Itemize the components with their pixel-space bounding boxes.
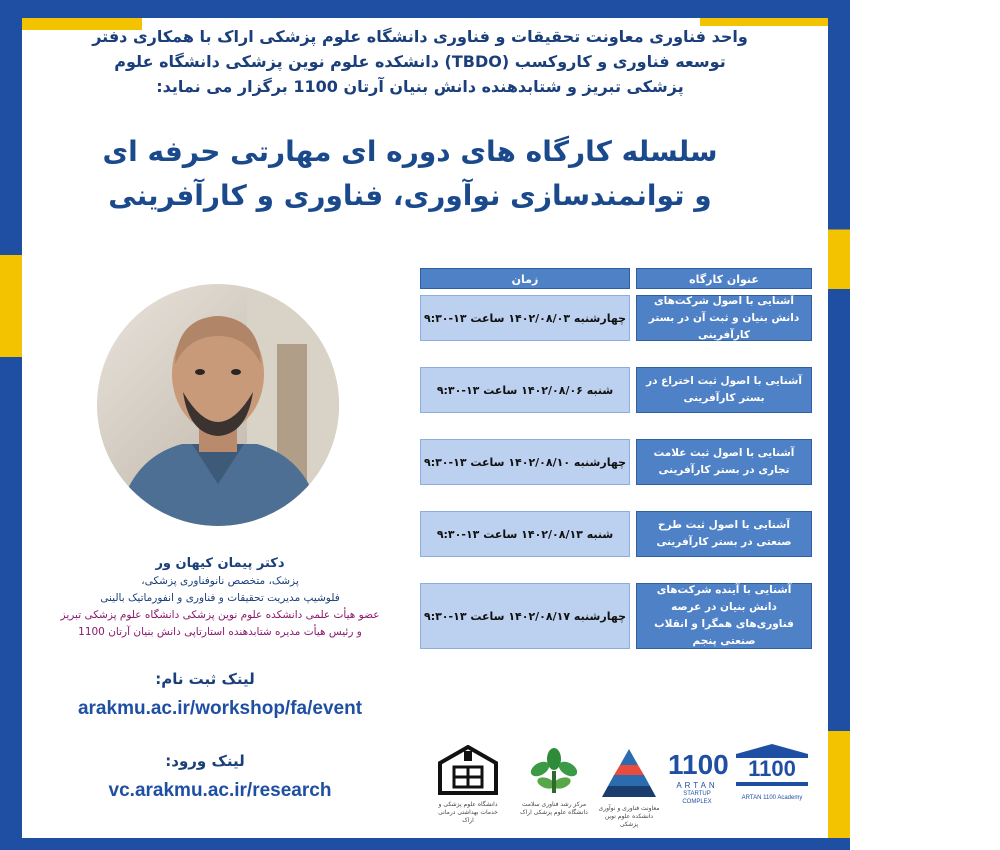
artan-mark: 1100: [668, 749, 729, 780]
academy-mark: 1100: [748, 756, 796, 781]
workshop-title: آشنایی با اصول ثبت طرح صنعتی در بستر کارآفرینی: [636, 511, 812, 557]
artan-sub-1: ARTAN: [676, 781, 718, 790]
workshop-time: چهارشنبه ۱۴۰۲/۰۸/۱۷ ساعت ۱۳-۹:۳۰: [420, 583, 630, 649]
table-row: [420, 511, 812, 557]
workshop-table: [420, 268, 812, 675]
speaker-photo: [97, 284, 339, 526]
research-center-logo: [520, 745, 588, 817]
workshop-title: آشنایی با اصول ثبت علامت تجاری در بستر کارآفرینی: [636, 439, 812, 485]
header-time: زمان: [420, 268, 630, 289]
header-title: عنوان کارگاه: [636, 268, 812, 289]
login-link[interactable]: vc.arakmu.ac.ir/research: [108, 780, 332, 801]
university-emblem-icon: [436, 745, 500, 797]
workshop-time: شنبه ۱۴۰۲/۰۸/۰۶ ساعت ۱۳-۹:۳۰: [420, 367, 630, 413]
frame-right-bar: [828, 0, 850, 850]
speaker-info: [40, 555, 400, 641]
tbdo-caption: معاونت فناوری و نوآوری دانشکده علوم نوین پزشکی: [598, 805, 660, 828]
login-label: لینک ورود:: [165, 752, 245, 770]
leaf-emblem-icon: [520, 745, 588, 797]
workshop-title: آشنایی با اصول ثبت اختراع در بستر کارآفرینی: [636, 367, 812, 413]
intro-line-2: توسعه فناوری و کاروکسب (TBDO) دانشکده علوم نوین پزشکی دانشگاه علوم: [114, 52, 726, 71]
speaker-line-4: و رئیس هیأت مدیره شتابدهنده استارتاپی دانش بنیان آرتان 1100: [78, 626, 362, 638]
university-logo-caption: دانشگاه علوم پزشکی و خدمات بهداشتی درمانی اراک: [438, 801, 498, 824]
speaker-line-1: پزشک، متخصص نانوفناوری پزشکی،: [141, 575, 299, 587]
academy-caption: ARTAN 1100 Academy: [741, 795, 803, 801]
speaker-name: دکتر پیمان کیهان ور: [155, 556, 285, 571]
intro-line-3: پزشکی تبریز و شتابدهنده دانش بنیان آرتان 1100 برگزار می نماید:: [156, 77, 684, 96]
workshop-title: آشنایی با اصول شرکت‌های دانش بنیان و ثبت آن در بستر کارآفرینی: [636, 295, 812, 341]
table-row: [420, 295, 812, 341]
research-center-caption: مرکز رشد فناوری سلامت دانشگاه علوم پزشکی اراک: [520, 801, 588, 816]
workshop-title: آشنایی با آینده شرکت‌های دانش بنیان در عرصه فناوری‌های همگرا و انقلاب صنعتی پنجم: [636, 583, 812, 649]
intro-line-1: واحد فناوری معاونت تحقیقات و فناوری دانشگاه علوم پزشکی اراک با همکاری دفتر: [92, 27, 748, 46]
workshop-time: چهارشنبه ۱۴۰۲/۰۸/۰۳ ساعت ۱۳-۹:۳۰: [420, 295, 630, 341]
tbdo-logo: [598, 745, 660, 829]
table-header: [420, 268, 812, 289]
frame-left-bar: [0, 0, 22, 850]
frame-top-bar: [0, 0, 850, 18]
intro-text: [60, 24, 780, 99]
speaker-line-3: عضو هیأت علمی دانشکده علوم نوین پزشکی دانشگاه علوم پزشکی تبریز: [60, 609, 380, 621]
workshop-time: چهارشنبه ۱۴۰۲/۰۸/۱۰ ساعت ۱۳-۹:۳۰: [420, 439, 630, 485]
registration-label: لینک ثبت نام:: [155, 670, 255, 688]
university-logo: [436, 745, 500, 825]
table-row: [420, 583, 812, 649]
headline-line-2: و توانمندسازی نوآوری، فناوری و کارآفرینی: [108, 179, 712, 212]
speaker-line-2: فلوشیپ مدیریت تحقیقات و فناوری و انفورماتیک بالینی: [100, 592, 340, 604]
pyramid-emblem-icon: [598, 745, 660, 801]
frame-bottom-bar: [0, 838, 850, 850]
workshop-time: شنبه ۱۴۰۲/۰۸/۱۳ ساعت ۱۳-۹:۳۰: [420, 511, 630, 557]
artan-sub-2: STARTUP COMPLEX: [682, 791, 712, 805]
speaker-portrait-icon: [97, 284, 339, 526]
registration-link[interactable]: arakmu.ac.ir/workshop/fa/event: [77, 698, 363, 719]
table-row: [420, 367, 812, 413]
artan-startup-logo: [668, 748, 729, 806]
headline: [80, 130, 740, 218]
table-row: [420, 439, 812, 485]
headline-line-1: سلسله کارگاه های دوره ای مهارتی حرفه ای: [102, 135, 718, 168]
artan-academy-logo: [730, 742, 814, 802]
